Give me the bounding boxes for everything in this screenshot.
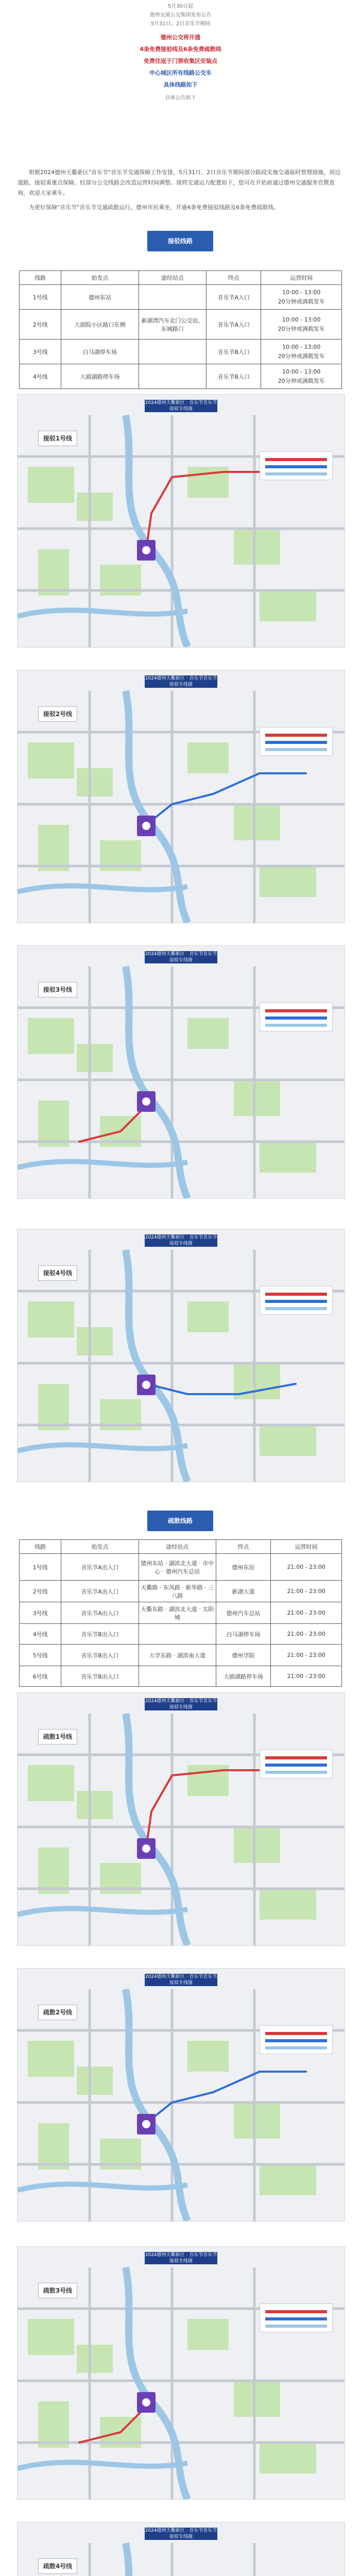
cell-via: 天衢东路 · 湖滨北大道 · 太阳城	[139, 1602, 216, 1624]
cell-end: 德州东站	[216, 1554, 270, 1581]
table-row	[20, 1666, 342, 1687]
legend-swatch	[265, 1024, 327, 1027]
cell-end: 德州汽车总站	[216, 1602, 270, 1624]
cell-end: 音乐节B入口	[207, 340, 261, 364]
cell-line: 3号线	[20, 1602, 61, 1624]
column-header: 途经站点	[139, 271, 206, 285]
legend-swatch	[265, 734, 327, 737]
map-legend	[260, 2303, 333, 2332]
legend-swatch	[265, 1009, 327, 1012]
cell-start: 音乐节A出入口	[61, 1581, 139, 1602]
legend-swatch	[265, 472, 327, 476]
evac-table	[19, 1539, 342, 1687]
section-title-evac: 疏散线路	[147, 1511, 213, 1531]
park-area	[77, 768, 113, 796]
cell-start: 音乐节B出入口	[61, 1645, 139, 1666]
park-area	[260, 1142, 316, 1173]
column-header: 线路	[20, 1540, 61, 1554]
cell-time: 21:00 - 23:00	[271, 1554, 342, 1581]
time-range: 10:00 - 13:00	[282, 316, 321, 323]
map-legend	[260, 1750, 333, 1778]
legend-swatch	[265, 458, 327, 461]
date-line: 5月30日起	[167, 4, 194, 9]
park-area	[28, 1301, 74, 1337]
cell-start: 大剧湖路停车场	[61, 364, 139, 389]
legend-swatch	[265, 2046, 327, 2049]
column-header: 终点	[216, 1540, 270, 1554]
park-area	[234, 1827, 280, 1863]
cell-time: 21:00 - 23:00	[271, 1602, 342, 1624]
intro-paragraph: 根据2024德州天衢新区"音乐节"音乐节交通保障工作安排，5月31日、2日音乐节期间部分路段实施交通临时管理措施，周边道路、接驳需重点保障。经部分公交线路会改造运营时间调整。现将交通运力配置如下，您可在开始前通过德州交通服务官微查询，欢迎大家乘车。	[18, 169, 341, 196]
table-row	[20, 1645, 342, 1666]
cell-time	[261, 285, 342, 310]
map-route-label: 疏散1号线	[38, 1729, 77, 1744]
map-route-label: 接驳4号线	[38, 1265, 77, 1281]
cell-time: 21:00 - 23:00	[271, 1624, 342, 1645]
legend-swatch	[265, 1016, 327, 1020]
park-area	[260, 866, 316, 897]
park-area	[187, 1301, 229, 1332]
cell-start: 音乐节B出入口	[61, 1624, 139, 1645]
cell-end: 德州学院	[216, 1645, 270, 1666]
map-banner: 2024德州天衢新区 · 音乐节音乐节 接驳专线图	[145, 2528, 217, 2539]
park-area	[187, 1018, 229, 1049]
cell-via: 德州东站 · 湖滨北大道 · 市中心 · 德州汽车总站	[139, 1554, 216, 1581]
cell-time	[261, 310, 342, 340]
table-row	[20, 285, 342, 310]
cell-start: 音乐节B出入口	[61, 1666, 139, 1687]
park-area	[77, 1791, 113, 1819]
cell-end: 白马湖停车场	[216, 1624, 270, 1645]
park-area	[234, 2103, 280, 2139]
map-banner: 2024德州天衢新区 · 音乐节音乐节 接驳专线图	[145, 1235, 217, 1246]
venue-marker-dot	[142, 2120, 150, 2128]
park-area	[260, 1425, 316, 1456]
park-area	[234, 1080, 280, 1116]
column-header: 终点	[207, 271, 261, 285]
frequency: 20分钟或满载发车	[278, 377, 325, 384]
column-header: 运营时间	[271, 1540, 342, 1554]
route-map-card	[17, 2522, 345, 2576]
table-row	[20, 310, 342, 340]
cell-time: 21:00 - 23:00	[271, 1581, 342, 1602]
publisher-line: 德州交通公交集团发布公告	[149, 12, 212, 18]
route-map-card	[17, 945, 345, 1199]
legend-swatch	[265, 2310, 327, 2313]
legend-swatch	[265, 1756, 327, 1759]
park-area	[38, 2401, 69, 2448]
venue-marker-dot	[142, 1097, 150, 1106]
cell-time: 21:00 - 23:00	[271, 1645, 342, 1666]
park-area	[234, 529, 280, 565]
cell-time: 21:00 - 23:00	[271, 1666, 342, 1687]
highlight-5: 具体线路如下	[163, 81, 198, 88]
route-map-card	[17, 1968, 345, 2222]
map-banner: 2024德州天衢新区 · 音乐节音乐节 接驳专线图	[145, 676, 217, 687]
cell-line: 6号线	[20, 1666, 61, 1687]
route-map-card	[17, 670, 345, 923]
cell-end: 音乐节A入口	[207, 285, 261, 310]
table-row	[20, 1624, 342, 1645]
park-area	[38, 1100, 69, 1147]
table-header-row	[20, 1540, 342, 1554]
map-banner: 2024德州天衢新区 · 音乐节音乐节 接驳专线图	[145, 1974, 217, 1986]
highlight-4: 中心城区所有线路公交车	[149, 70, 212, 76]
table-row	[20, 364, 342, 389]
highlight-3: 免费往返于门票收集区安装点	[144, 58, 217, 64]
cell-time	[261, 340, 342, 364]
cell-line: 1号线	[20, 1554, 61, 1581]
cell-start: 音乐节A出入口	[61, 1602, 139, 1624]
park-area	[38, 1384, 69, 1430]
venue-marker-dot	[142, 822, 150, 830]
route-map-card	[17, 394, 345, 648]
map-banner: 2024德州天衢新区 · 音乐节音乐节 接驳专线图	[145, 400, 217, 412]
cell-via	[139, 285, 206, 310]
park-area	[77, 2345, 113, 2373]
park-area	[260, 2164, 316, 2195]
park-area	[187, 742, 229, 773]
cell-via: 天衢路 · 东风路 · 新华路 · 三八路	[139, 1581, 216, 1602]
cell-end: 音乐节A入口	[207, 310, 261, 340]
frequency: 20分钟或满载发车	[278, 298, 325, 305]
cell-via	[139, 364, 206, 389]
map-route-label: 接驳3号线	[38, 982, 77, 997]
cell-via	[139, 340, 206, 364]
route-map-card	[17, 1692, 345, 1946]
cell-line: 3号线	[20, 340, 61, 364]
cell-start: 德州东站	[61, 285, 139, 310]
map-legend	[260, 1286, 333, 1315]
map-route-label: 疏散2号线	[38, 2005, 77, 2020]
cell-via	[139, 1624, 216, 1645]
cell-start: 音乐节A出入口	[61, 1554, 139, 1581]
cell-end: 音乐节B入口	[207, 364, 261, 389]
closing-line: 具体公告如下	[165, 95, 196, 101]
column-header: 途经站点	[139, 1540, 216, 1554]
park-area	[187, 2041, 229, 2072]
venue-marker-dot	[142, 1844, 150, 1853]
frequency: 20分钟或满载发车	[278, 325, 325, 332]
park-area	[260, 1889, 316, 1920]
cell-end: 大剧湖路停车场	[216, 1666, 270, 1687]
venue-marker-dot	[142, 2398, 150, 2406]
cell-via: 大学东路 · 湖滨南大道	[139, 1645, 216, 1666]
map-route-label: 疏散4号线	[38, 2558, 77, 2574]
map-route-label: 接驳1号线	[38, 431, 77, 446]
park-area	[77, 1327, 113, 1355]
intro-text	[18, 167, 343, 217]
map-route-label: 疏散3号线	[38, 2283, 77, 2298]
park-area	[28, 2041, 74, 2077]
park-area	[28, 742, 74, 778]
cell-time	[261, 364, 342, 389]
park-area	[28, 2319, 74, 2355]
park-area	[77, 1044, 113, 1072]
column-header: 始发点	[61, 271, 139, 285]
map-banner: 2024德州天衢新区 · 音乐节音乐节 接驳专线图	[145, 2252, 217, 2264]
park-area	[77, 493, 113, 521]
frequency: 20分钟或满载发车	[278, 352, 325, 360]
time-range: 10:00 - 13:00	[282, 289, 321, 296]
map-legend	[260, 2025, 333, 2054]
park-area	[77, 2066, 113, 2095]
park-area	[187, 2319, 229, 2350]
cell-start: 白马湖停车场	[61, 340, 139, 364]
cell-end: 新湖大道	[216, 1581, 270, 1602]
period-line: 5月31日、2日音乐节期间	[150, 21, 211, 27]
table-row	[20, 1554, 342, 1581]
cell-start: 大剧院小区路口东侧	[61, 310, 139, 340]
legend-swatch	[265, 2039, 327, 2042]
map-route-label: 接驳2号线	[38, 706, 77, 722]
legend-swatch	[265, 1771, 327, 1774]
legend-swatch	[265, 1293, 327, 1296]
legend-swatch	[265, 2317, 327, 2320]
cell-line: 2号线	[20, 310, 61, 340]
cell-line: 2号线	[20, 1581, 61, 1602]
intro-paragraph: 为更好保障"音乐节"音乐节交通疏散运行，德州市民乘坐，开通4条免费接驳线路及6条免费疏散线。	[29, 204, 280, 211]
highlight-1: 德州公交将开通	[161, 34, 200, 41]
map-banner: 2024德州天衢新区 · 音乐节音乐节 接驳专线图	[145, 952, 217, 963]
park-area	[234, 2381, 280, 2417]
column-header: 始发点	[61, 1540, 139, 1554]
venue-marker-dot	[142, 546, 150, 554]
table-row	[20, 1581, 342, 1602]
time-range: 10:00 - 13:00	[282, 343, 321, 350]
park-area	[38, 549, 69, 596]
map-banner: 2024德州天衢新区 · 音乐节音乐节 接驳专线图	[145, 1699, 217, 1710]
legend-swatch	[265, 465, 327, 468]
cell-line: 4号线	[20, 1624, 61, 1645]
legend-swatch	[265, 1300, 327, 1303]
table-header-row	[20, 271, 342, 285]
legend-swatch	[265, 1307, 327, 1310]
route-map-card	[17, 2246, 345, 2500]
park-area	[234, 804, 280, 840]
park-area	[260, 590, 316, 621]
cell-via	[139, 1666, 216, 1687]
time-range: 10:00 - 13:00	[282, 368, 321, 375]
section-title-shuttle: 接驳线路	[147, 231, 213, 251]
cell-line: 4号线	[20, 364, 61, 389]
park-area	[38, 2123, 69, 2170]
table-row	[20, 1602, 342, 1624]
legend-swatch	[265, 1764, 327, 1767]
park-area	[28, 1018, 74, 1054]
legend-swatch	[265, 741, 327, 744]
cell-line: 5号线	[20, 1645, 61, 1666]
route-map-card	[17, 1229, 345, 1482]
highlight-2: 4条免费接驳线及6条免费疏散线	[140, 46, 221, 53]
park-area	[38, 1848, 69, 1894]
legend-swatch	[265, 748, 327, 751]
venue-marker-dot	[142, 1381, 150, 1389]
table-row	[20, 340, 342, 364]
park-area	[38, 825, 69, 871]
legend-swatch	[265, 2325, 327, 2328]
park-area	[28, 467, 74, 503]
shuttle-table	[19, 270, 342, 389]
legend-swatch	[265, 2032, 327, 2035]
cell-line: 1号线	[20, 285, 61, 310]
park-area	[260, 2443, 316, 2473]
column-header: 线路	[20, 271, 61, 285]
article-header	[0, 0, 361, 155]
map-legend	[260, 727, 333, 756]
map-legend	[260, 1003, 333, 1031]
column-header: 运营时间	[261, 271, 342, 285]
park-area	[28, 1765, 74, 1801]
map-legend	[260, 451, 333, 480]
cell-via: 新湖湾汽车北门公交站、东城路口	[139, 310, 206, 340]
